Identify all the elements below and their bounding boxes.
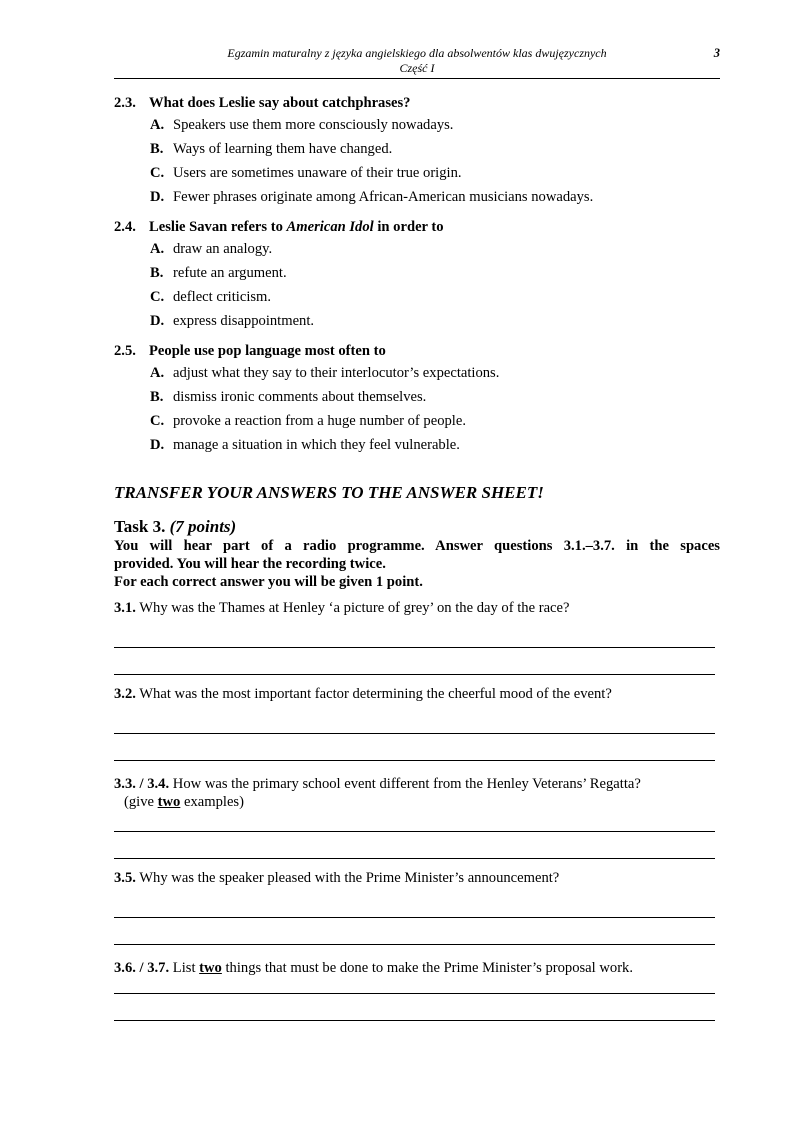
stem-text: Leslie Savan refers to (149, 219, 287, 235)
question-3-2 (114, 685, 720, 703)
option-text: Users are sometimes unaware of their true origin. (173, 165, 462, 181)
question-number: 3.1. (114, 600, 136, 616)
option-text: deflect criticism. (173, 289, 272, 305)
option-text: provoke a reaction from a huge number of people. (173, 413, 466, 429)
question-stem: What does Leslie say about catchphrases? (149, 95, 411, 111)
header-title: Egzamin maturalny z języka angielskiego dla absolwentów klas dwujęzycznych (227, 46, 607, 60)
answer-line[interactable] (114, 832, 715, 859)
option-letter: B. (150, 389, 164, 405)
option-letter: B. (150, 265, 164, 281)
option-d (114, 185, 720, 209)
emphasis-two: two (199, 960, 222, 976)
option-letter: B. (150, 141, 164, 157)
question-number: 2.4. (114, 219, 136, 235)
task-points: (7 points) (169, 517, 237, 536)
option-letter: C. (150, 289, 165, 305)
question-stem (149, 217, 444, 237)
task-3-instructions (114, 537, 720, 591)
exam-page (114, 46, 720, 1021)
option-letter: C. (150, 413, 165, 429)
task-3-title (114, 517, 720, 537)
text: things that must be done to make the Prime Minister’s proposal work. (221, 960, 633, 976)
answer-line[interactable] (114, 977, 715, 994)
question-number: 3.5. (114, 870, 136, 886)
question-3-3-3-4 (114, 775, 720, 811)
option-letter: A. (150, 117, 165, 133)
text: List (172, 960, 200, 976)
question-text: Why was the Thames at Henley ‘a picture of grey’ on the day of the race? (139, 600, 570, 616)
question-3-6-3-7 (114, 959, 720, 977)
option-text: refute an argument. (173, 265, 287, 281)
option-d (114, 433, 720, 457)
option-letter: D. (150, 437, 165, 453)
question-text (173, 960, 633, 976)
option-text: dismiss ironic comments about themselves. (173, 389, 427, 405)
subtext: examples) (180, 794, 244, 810)
question-stem: People use pop language most often to (149, 343, 386, 359)
option-d (114, 309, 720, 333)
answer-line[interactable] (114, 648, 715, 675)
question-2-5 (114, 341, 720, 457)
subtext: (give (124, 794, 158, 810)
answer-line[interactable] (114, 734, 715, 761)
question-subtext (114, 793, 720, 811)
stem-text: in order to (373, 219, 444, 235)
question-2-3 (114, 93, 720, 209)
stem-title-italic: American Idol (286, 219, 374, 235)
emphasis-two: two (157, 794, 181, 810)
option-c (114, 285, 720, 309)
option-text: Ways of learning them have changed. (173, 141, 393, 157)
option-letter: D. (150, 189, 165, 205)
answer-line[interactable] (114, 994, 715, 1021)
question-number: 3.3. / 3.4. (114, 776, 170, 792)
option-text: draw an analogy. (173, 241, 273, 257)
question-3-5 (114, 869, 720, 887)
option-a (114, 361, 720, 385)
option-letter: C. (150, 165, 165, 181)
question-number: 2.5. (114, 343, 136, 359)
page-header (114, 46, 720, 79)
option-b (114, 261, 720, 285)
page-number: 3 (713, 46, 720, 60)
instruction-line: For each correct answer you will be given 1 point. (114, 574, 423, 590)
answer-line[interactable] (114, 703, 715, 734)
option-b (114, 385, 720, 409)
option-c (114, 409, 720, 433)
option-b (114, 137, 720, 161)
option-a (114, 237, 720, 261)
answer-line[interactable] (114, 617, 715, 648)
option-c (114, 161, 720, 185)
option-text: Fewer phrases originate among African-American musicians nowadays. (173, 189, 594, 205)
instruction-line: You will hear part of a radio programme. Answer questions 3.1.–3.7. in the spaces (114, 538, 720, 554)
question-number: 3.6. / 3.7. (114, 960, 170, 976)
header-subtitle: Część I (399, 61, 435, 75)
answer-line[interactable] (114, 887, 715, 918)
answer-line[interactable] (114, 918, 715, 945)
transfer-answers-notice: TRANSFER YOUR ANSWERS TO THE ANSWER SHEET! (114, 483, 544, 502)
question-number: 2.3. (114, 95, 136, 111)
question-3-1 (114, 599, 720, 617)
answer-line[interactable] (114, 811, 715, 832)
option-text: express disappointment. (173, 313, 315, 329)
option-letter: A. (150, 365, 165, 381)
option-a (114, 113, 720, 137)
question-text: How was the primary school event different from the Henley Veterans’ Regatta? (172, 776, 641, 792)
option-letter: A. (150, 241, 165, 257)
question-text: What was the most important factor determining the cheerful mood of the event? (139, 686, 612, 702)
question-2-4 (114, 217, 720, 333)
instruction-line: provided. You will hear the recording twice. (114, 556, 386, 572)
question-text: Why was the speaker pleased with the Prime Minister’s announcement? (139, 870, 560, 886)
question-number: 3.2. (114, 686, 136, 702)
option-text: manage a situation in which they feel vulnerable. (173, 437, 460, 453)
option-letter: D. (150, 313, 165, 329)
option-text: Speakers use them more consciously nowadays. (173, 117, 454, 133)
task-label: Task 3. (114, 517, 166, 536)
option-text: adjust what they say to their interlocutor’s expectations. (173, 365, 500, 381)
